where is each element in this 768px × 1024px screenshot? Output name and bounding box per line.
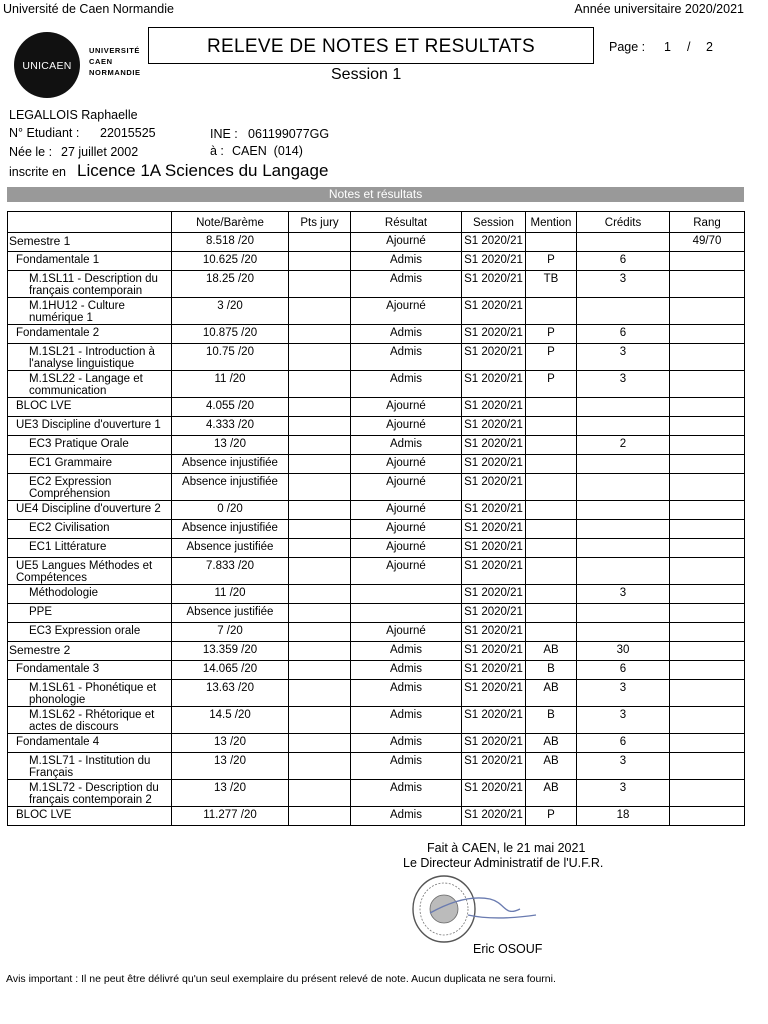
credits-cell xyxy=(577,455,670,474)
session-cell: S1 2020/21 xyxy=(462,344,526,371)
rank-cell xyxy=(670,520,745,539)
result-cell: Admis xyxy=(351,661,462,680)
session-cell: S1 2020/21 xyxy=(462,271,526,298)
enrolled-label: inscrite en xyxy=(9,165,66,179)
table-row xyxy=(8,417,745,436)
rank-cell xyxy=(670,780,745,807)
result-cell: Admis xyxy=(351,753,462,780)
note-cell: 13 /20 xyxy=(172,753,289,780)
session-cell: S1 2020/21 xyxy=(462,539,526,558)
jury-cell xyxy=(289,417,351,436)
page-total: 2 xyxy=(706,40,713,54)
rank-cell xyxy=(670,807,745,826)
note-cell: Absence injustifiée xyxy=(172,474,289,501)
session-cell: S1 2020/21 xyxy=(462,474,526,501)
table-row xyxy=(8,501,745,520)
rank-cell xyxy=(670,558,745,585)
rank-cell xyxy=(670,325,745,344)
credits-cell xyxy=(577,501,670,520)
jury-cell xyxy=(289,604,351,623)
mention-cell xyxy=(526,417,577,436)
result-cell xyxy=(351,604,462,623)
result-cell: Admis xyxy=(351,642,462,661)
credits-cell: 6 xyxy=(577,252,670,271)
session-cell: S1 2020/21 xyxy=(462,455,526,474)
note-cell: 4.333 /20 xyxy=(172,417,289,436)
mention-cell xyxy=(526,520,577,539)
credits-cell xyxy=(577,233,670,252)
mention-cell: P xyxy=(526,344,577,371)
ine-value: 061199077GG xyxy=(248,127,330,141)
birth-place: CAEN (014) xyxy=(232,144,303,158)
rank-cell xyxy=(670,661,745,680)
mention-cell xyxy=(526,539,577,558)
note-cell: 10.875 /20 xyxy=(172,325,289,344)
birth-place-label: à : xyxy=(210,144,224,158)
jury-cell xyxy=(289,436,351,455)
rank-cell: 49/70 xyxy=(670,233,745,252)
row-label: EC2 Civilisation xyxy=(8,520,172,539)
jury-cell xyxy=(289,642,351,661)
mention-cell xyxy=(526,233,577,252)
col-header-mention: Mention xyxy=(526,212,577,233)
table-row xyxy=(8,455,745,474)
jury-cell xyxy=(289,680,351,707)
rank-cell xyxy=(670,455,745,474)
result-cell: Ajourné xyxy=(351,398,462,417)
jury-cell xyxy=(289,661,351,680)
note-cell: 10.75 /20 xyxy=(172,344,289,371)
note-cell: 7 /20 xyxy=(172,623,289,642)
session-cell: S1 2020/21 xyxy=(462,807,526,826)
credits-cell xyxy=(577,623,670,642)
credits-cell: 18 xyxy=(577,807,670,826)
note-cell: 8.518 /20 xyxy=(172,233,289,252)
rank-cell xyxy=(670,680,745,707)
credits-cell xyxy=(577,298,670,325)
credits-cell: 3 xyxy=(577,585,670,604)
table-row xyxy=(8,623,745,642)
row-label: UE3 Discipline d'ouverture 1 xyxy=(8,417,172,436)
row-label: Fondamentale 1 xyxy=(8,252,172,271)
birth-label: Née le : xyxy=(9,145,53,159)
credits-cell xyxy=(577,520,670,539)
credits-cell: 6 xyxy=(577,325,670,344)
credits-cell: 3 xyxy=(577,344,670,371)
rank-cell xyxy=(670,623,745,642)
rank-cell xyxy=(670,371,745,398)
credits-cell: 3 xyxy=(577,371,670,398)
row-label: EC1 Grammaire xyxy=(8,455,172,474)
result-cell: Ajourné xyxy=(351,474,462,501)
table-row xyxy=(8,604,745,623)
rank-cell xyxy=(670,417,745,436)
row-label: BLOC LVE xyxy=(8,807,172,826)
credits-cell: 3 xyxy=(577,707,670,734)
session-cell: S1 2020/21 xyxy=(462,585,526,604)
university-name: Université de Caen Normandie xyxy=(3,2,174,16)
credits-cell: 2 xyxy=(577,436,670,455)
rank-cell xyxy=(670,539,745,558)
official-seal-stamp-icon xyxy=(408,873,538,945)
mention-cell: P xyxy=(526,807,577,826)
row-label: EC3 Pratique Orale xyxy=(8,436,172,455)
result-cell xyxy=(351,585,462,604)
jury-cell xyxy=(289,398,351,417)
rank-cell xyxy=(670,271,745,298)
mention-cell xyxy=(526,436,577,455)
credits-cell xyxy=(577,417,670,436)
mention-cell: P xyxy=(526,371,577,398)
mention-cell xyxy=(526,623,577,642)
row-label: M.1HU12 - Culture numérique 1 xyxy=(8,298,172,325)
table-row xyxy=(8,780,745,807)
row-label: M.1SL62 - Rhétorique et actes de discours xyxy=(8,707,172,734)
signature-role: Le Directeur Administratif de l'U.F.R. xyxy=(403,856,604,870)
table-row xyxy=(8,298,745,325)
result-cell: Admis xyxy=(351,325,462,344)
row-label: M.1SL21 - Introduction à l'analyse linguistique xyxy=(8,344,172,371)
note-cell: 4.055 /20 xyxy=(172,398,289,417)
row-label: PPE xyxy=(8,604,172,623)
note-cell: 11.277 /20 xyxy=(172,807,289,826)
credits-cell: 3 xyxy=(577,271,670,298)
jury-cell xyxy=(289,474,351,501)
note-cell: 13.359 /20 xyxy=(172,642,289,661)
col-header-note: Note/Barème xyxy=(172,212,289,233)
session-cell: S1 2020/21 xyxy=(462,753,526,780)
jury-cell xyxy=(289,271,351,298)
row-label: Fondamentale 2 xyxy=(8,325,172,344)
note-cell: 13 /20 xyxy=(172,436,289,455)
mention-cell xyxy=(526,398,577,417)
result-cell: Admis xyxy=(351,436,462,455)
result-cell: Ajourné xyxy=(351,520,462,539)
logo-line-2: CAEN xyxy=(89,57,113,66)
credits-cell: 3 xyxy=(577,680,670,707)
jury-cell xyxy=(289,371,351,398)
rank-cell xyxy=(670,398,745,417)
result-cell: Ajourné xyxy=(351,298,462,325)
page-separator: / xyxy=(687,40,691,54)
result-cell: Ajourné xyxy=(351,501,462,520)
note-cell: Absence injustifiée xyxy=(172,520,289,539)
jury-cell xyxy=(289,780,351,807)
table-row xyxy=(8,539,745,558)
note-cell: Absence injustifiée xyxy=(172,455,289,474)
credits-cell: 30 xyxy=(577,642,670,661)
row-label: Semestre 1 xyxy=(8,233,172,252)
jury-cell xyxy=(289,623,351,642)
jury-cell xyxy=(289,807,351,826)
note-cell: 0 /20 xyxy=(172,501,289,520)
session-cell: S1 2020/21 xyxy=(462,436,526,455)
row-label: M.1SL61 - Phonétique et phonologie xyxy=(8,680,172,707)
session-cell: S1 2020/21 xyxy=(462,501,526,520)
note-cell: 14.065 /20 xyxy=(172,661,289,680)
grades-table xyxy=(7,211,745,826)
table-row xyxy=(8,707,745,734)
jury-cell xyxy=(289,298,351,325)
signatory-name: Eric OSOUF xyxy=(473,942,543,956)
note-cell: 14.5 /20 xyxy=(172,707,289,734)
session-cell: S1 2020/21 xyxy=(462,734,526,753)
jury-cell xyxy=(289,539,351,558)
page-current: 1 xyxy=(664,40,671,54)
ine-label: INE : xyxy=(210,127,238,141)
table-row xyxy=(8,436,745,455)
mention-cell: P xyxy=(526,252,577,271)
col-header-jury: Pts jury xyxy=(289,212,351,233)
table-row xyxy=(8,642,745,661)
rank-cell xyxy=(670,298,745,325)
mention-cell xyxy=(526,455,577,474)
rank-cell xyxy=(670,707,745,734)
jury-cell xyxy=(289,753,351,780)
jury-cell xyxy=(289,707,351,734)
table-header-row xyxy=(8,212,745,233)
table-row xyxy=(8,585,745,604)
mention-cell: B xyxy=(526,661,577,680)
session-title: Session 1 xyxy=(331,66,402,83)
jury-cell xyxy=(289,520,351,539)
table-row xyxy=(8,398,745,417)
rank-cell xyxy=(670,344,745,371)
session-cell: S1 2020/21 xyxy=(462,298,526,325)
mention-cell xyxy=(526,501,577,520)
mention-cell: AB xyxy=(526,680,577,707)
table-row xyxy=(8,520,745,539)
logo-line-1: UNIVERSITÉ xyxy=(89,46,141,55)
table-row xyxy=(8,233,745,252)
session-cell: S1 2020/21 xyxy=(462,520,526,539)
mention-cell: AB xyxy=(526,642,577,661)
row-label: Semestre 2 xyxy=(8,642,172,661)
document-title: RELEVE DE NOTES ET RESULTATS xyxy=(148,27,594,64)
student-name: LEGALLOIS Raphaelle xyxy=(9,108,138,122)
result-cell: Admis xyxy=(351,371,462,398)
result-cell: Admis xyxy=(351,344,462,371)
col-header-label xyxy=(8,212,172,233)
row-label: EC1 Littérature xyxy=(8,539,172,558)
student-id: 22015525 xyxy=(100,126,156,140)
jury-cell xyxy=(289,558,351,585)
col-header-credits: Crédits xyxy=(577,212,670,233)
note-cell: 13 /20 xyxy=(172,780,289,807)
session-cell: S1 2020/21 xyxy=(462,233,526,252)
row-label: Fondamentale 4 xyxy=(8,734,172,753)
col-header-session: Session xyxy=(462,212,526,233)
result-cell: Admis xyxy=(351,680,462,707)
mention-cell: AB xyxy=(526,734,577,753)
session-cell: S1 2020/21 xyxy=(462,680,526,707)
result-cell: Ajourné xyxy=(351,558,462,585)
row-label: Méthodologie xyxy=(8,585,172,604)
session-cell: S1 2020/21 xyxy=(462,398,526,417)
table-row xyxy=(8,734,745,753)
credits-cell xyxy=(577,604,670,623)
mention-cell xyxy=(526,585,577,604)
col-header-rank: Rang xyxy=(670,212,745,233)
result-cell: Ajourné xyxy=(351,455,462,474)
table-row xyxy=(8,371,745,398)
note-cell: 11 /20 xyxy=(172,371,289,398)
note-cell: Absence justifiée xyxy=(172,539,289,558)
logo-line-3: NORMANDIE xyxy=(89,68,141,77)
table-row xyxy=(8,807,745,826)
session-cell: S1 2020/21 xyxy=(462,642,526,661)
rank-cell xyxy=(670,436,745,455)
note-cell: Absence justifiée xyxy=(172,604,289,623)
jury-cell xyxy=(289,252,351,271)
mention-cell: AB xyxy=(526,753,577,780)
note-cell: 3 /20 xyxy=(172,298,289,325)
section-header-notes: Notes et résultats xyxy=(7,187,744,202)
credits-cell xyxy=(577,539,670,558)
mention-cell: P xyxy=(526,325,577,344)
note-cell: 7.833 /20 xyxy=(172,558,289,585)
rank-cell xyxy=(670,753,745,780)
row-label: M.1SL72 - Description du français contemporain 2 xyxy=(8,780,172,807)
table-row xyxy=(8,252,745,271)
jury-cell xyxy=(289,325,351,344)
table-row xyxy=(8,325,745,344)
table-row xyxy=(8,558,745,585)
mention-cell xyxy=(526,558,577,585)
note-cell: 10.625 /20 xyxy=(172,252,289,271)
table-row xyxy=(8,344,745,371)
row-label: M.1SL71 - Institution du Français xyxy=(8,753,172,780)
credits-cell: 3 xyxy=(577,780,670,807)
session-cell: S1 2020/21 xyxy=(462,707,526,734)
footer-notice: Avis important : Il ne peut être délivré qu'un seul exemplaire du présent relevé de note. Aucun duplicata ne sera fourni. xyxy=(6,973,556,985)
rank-cell xyxy=(670,734,745,753)
session-cell: S1 2020/21 xyxy=(462,780,526,807)
session-cell: S1 2020/21 xyxy=(462,558,526,585)
rank-cell xyxy=(670,642,745,661)
credits-cell: 3 xyxy=(577,753,670,780)
result-cell: Admis xyxy=(351,707,462,734)
table-row xyxy=(8,474,745,501)
credits-cell: 6 xyxy=(577,734,670,753)
row-label: UE4 Discipline d'ouverture 2 xyxy=(8,501,172,520)
signature-place-date: Fait à CAEN, le 21 mai 2021 xyxy=(427,841,586,855)
result-cell: Ajourné xyxy=(351,623,462,642)
session-cell: S1 2020/21 xyxy=(462,325,526,344)
jury-cell xyxy=(289,585,351,604)
birth-date: 27 juillet 2002 xyxy=(61,145,139,159)
result-cell: Admis xyxy=(351,807,462,826)
rank-cell xyxy=(670,474,745,501)
academic-year: Année universitaire 2020/2021 xyxy=(574,2,744,16)
note-cell: 18.25 /20 xyxy=(172,271,289,298)
mention-cell: AB xyxy=(526,780,577,807)
result-cell: Admis xyxy=(351,780,462,807)
unicaen-logo-icon xyxy=(14,32,80,98)
credits-cell xyxy=(577,398,670,417)
result-cell: Admis xyxy=(351,734,462,753)
session-cell: S1 2020/21 xyxy=(462,252,526,271)
session-cell: S1 2020/21 xyxy=(462,417,526,436)
credits-cell xyxy=(577,558,670,585)
session-cell: S1 2020/21 xyxy=(462,661,526,680)
result-cell: Ajourné xyxy=(351,233,462,252)
rank-cell xyxy=(670,252,745,271)
svg-text:UNICAEN: UNICAEN xyxy=(22,60,72,72)
note-cell: 11 /20 xyxy=(172,585,289,604)
row-label: UE5 Langues Méthodes et Compétences xyxy=(8,558,172,585)
row-label: M.1SL22 - Langage et communication xyxy=(8,371,172,398)
jury-cell xyxy=(289,233,351,252)
table-row xyxy=(8,753,745,780)
note-cell: 13.63 /20 xyxy=(172,680,289,707)
table-row xyxy=(8,271,745,298)
jury-cell xyxy=(289,734,351,753)
rank-cell xyxy=(670,501,745,520)
rank-cell xyxy=(670,585,745,604)
jury-cell xyxy=(289,344,351,371)
mention-cell: TB xyxy=(526,271,577,298)
page-label: Page : xyxy=(609,40,646,54)
session-cell: S1 2020/21 xyxy=(462,623,526,642)
row-label: Fondamentale 3 xyxy=(8,661,172,680)
note-cell: 13 /20 xyxy=(172,734,289,753)
student-id-label: N° Etudiant : xyxy=(9,126,80,140)
mention-cell xyxy=(526,604,577,623)
row-label: EC2 Expression Compréhension xyxy=(8,474,172,501)
result-cell: Admis xyxy=(351,271,462,298)
table-row xyxy=(8,661,745,680)
table-row xyxy=(8,680,745,707)
row-label: M.1SL11 - Description du français contemporain xyxy=(8,271,172,298)
rank-cell xyxy=(670,604,745,623)
result-cell: Ajourné xyxy=(351,539,462,558)
result-cell: Ajourné xyxy=(351,417,462,436)
mention-cell xyxy=(526,474,577,501)
result-cell: Admis xyxy=(351,252,462,271)
col-header-result: Résultat xyxy=(351,212,462,233)
session-cell: S1 2020/21 xyxy=(462,371,526,398)
mention-cell xyxy=(526,298,577,325)
session-cell: S1 2020/21 xyxy=(462,604,526,623)
mention-cell: B xyxy=(526,707,577,734)
credits-cell: 6 xyxy=(577,661,670,680)
program-name: Licence 1A Sciences du Langage xyxy=(77,161,329,180)
jury-cell xyxy=(289,501,351,520)
row-label: BLOC LVE xyxy=(8,398,172,417)
jury-cell xyxy=(289,455,351,474)
credits-cell xyxy=(577,474,670,501)
row-label: EC3 Expression orale xyxy=(8,623,172,642)
